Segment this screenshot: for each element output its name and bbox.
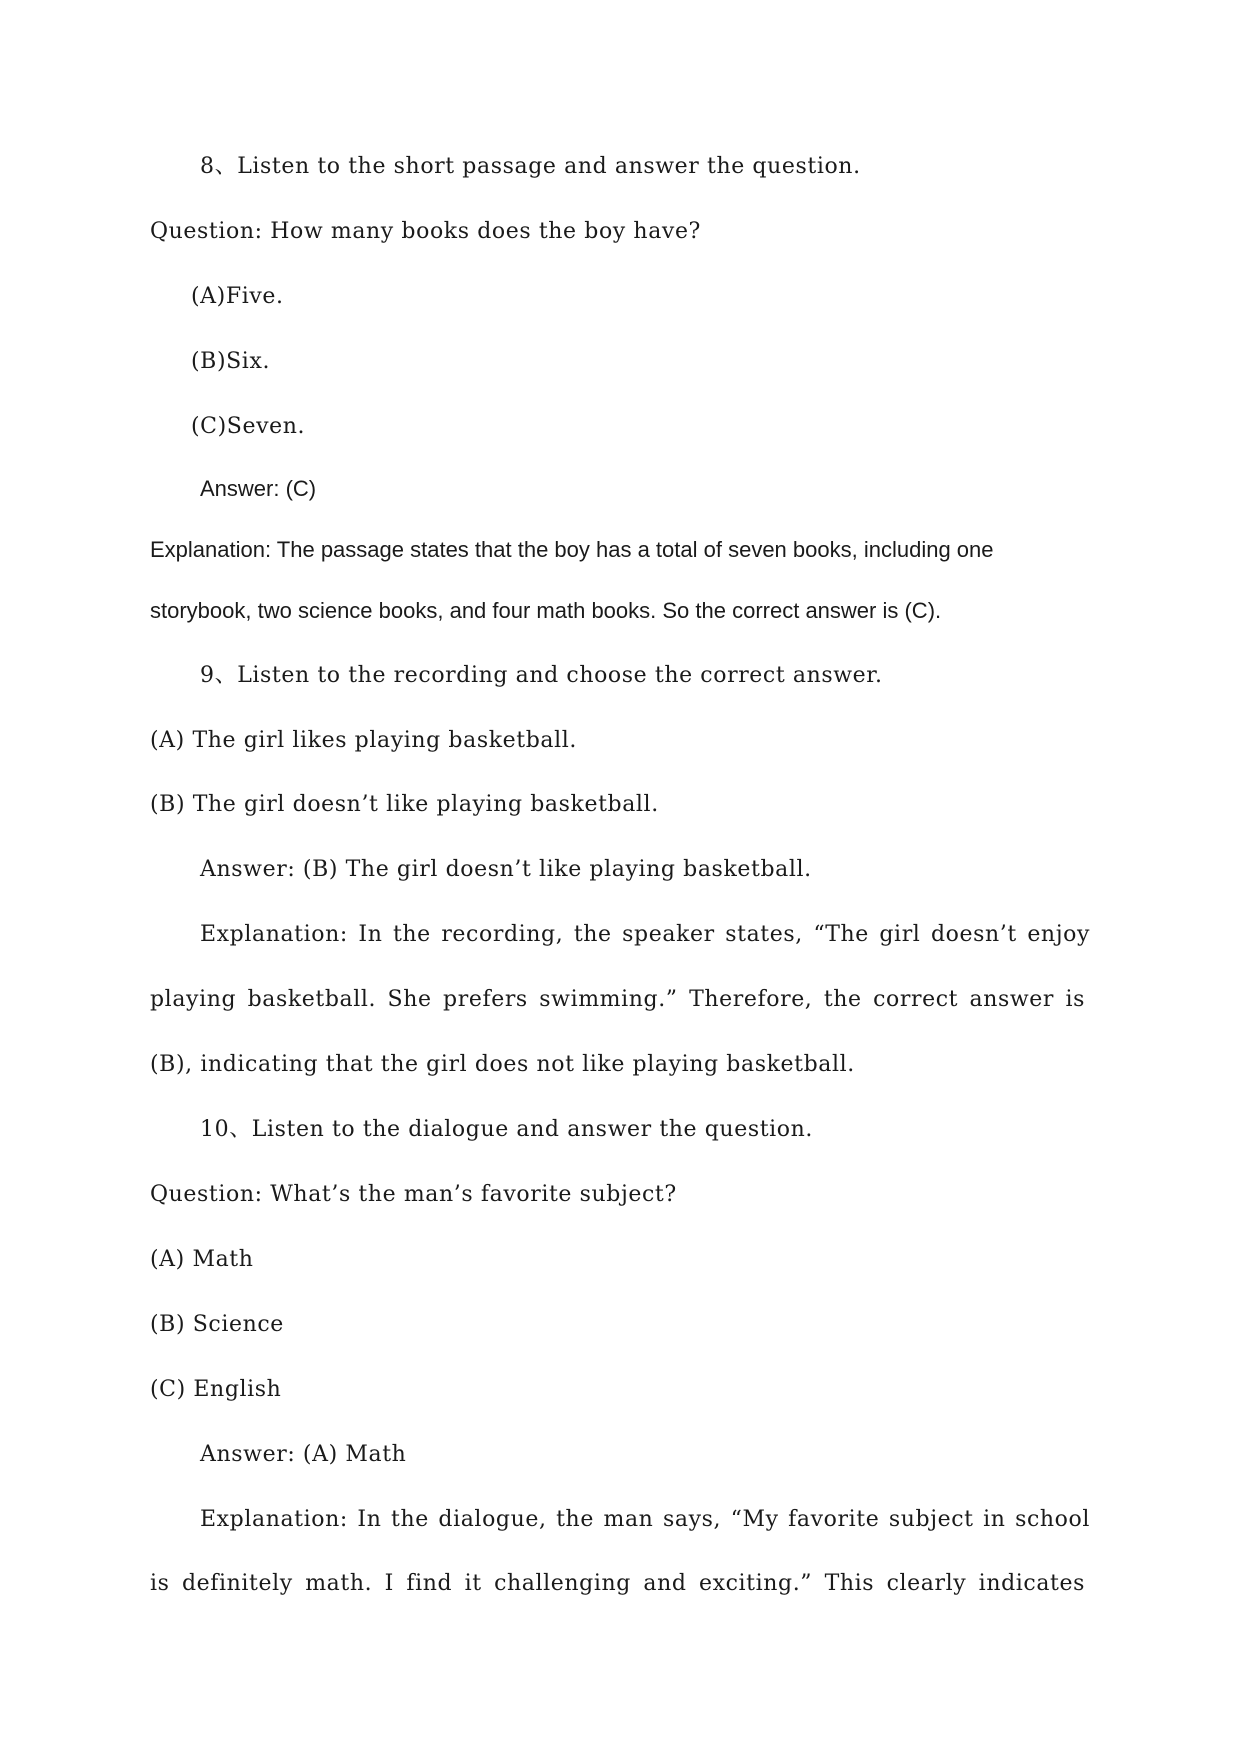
q10-option-b: (B) Science: [150, 1312, 284, 1337]
q9-prompt: 9、Listen to the recording and choose the correct answer.: [200, 663, 883, 688]
q8-option-c: (C)Seven.: [191, 414, 306, 439]
q9-explanation-line-3: (B), indicating that the girl does not like playing basketball.: [150, 1052, 855, 1077]
q8-prompt: 8、Listen to the short passage and answer the question.: [200, 154, 861, 179]
q10-explanation-line-1: Explanation: In the dialogue, the man says, “My favorite subject in school: [200, 1507, 1090, 1532]
q10-option-c: (C) English: [150, 1377, 282, 1402]
q9-option-a: (A) The girl likes playing basketball.: [150, 728, 577, 753]
q10-question: Question: What’s the man’s favorite subject?: [150, 1182, 677, 1207]
q8-option-b: (B)Six.: [191, 349, 271, 374]
q10-prompt: 10、Listen to the dialogue and answer the question.: [200, 1117, 813, 1142]
q9-explanation-line-1: Explanation: In the recording, the speaker states, “The girl doesn’t enjoy: [200, 922, 1090, 947]
q8-question: Question: How many books does the boy have?: [150, 219, 701, 244]
q9-explanation-line-2: playing basketball. She prefers swimming.” Therefore, the correct answer is: [150, 987, 1085, 1012]
q8-option-a: (A)Five.: [191, 284, 284, 309]
q10-option-a: (A) Math: [150, 1247, 254, 1272]
q10-answer: Answer: (A) Math: [200, 1442, 407, 1467]
q8-explanation-line-2: storybook, two science books, and four math books. So the correct answer is (C).: [150, 598, 942, 623]
q8-explanation-line-1: Explanation: The passage states that the boy has a total of seven books, including one: [150, 537, 994, 562]
q8-answer: Answer: (C): [200, 476, 317, 501]
q9-option-b: (B) The girl doesn’t like playing basketball.: [150, 792, 659, 817]
q10-explanation-line-2: is definitely math. I find it challenging and exciting.” This clearly indicates: [150, 1571, 1085, 1596]
q9-answer: Answer: (B) The girl doesn’t like playing basketball.: [200, 857, 812, 882]
